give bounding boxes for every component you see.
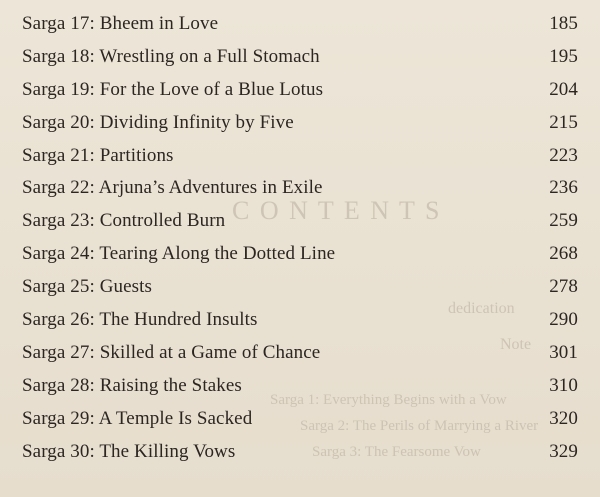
toc-entry-page-number: 195: [549, 45, 578, 67]
toc-entry-page-number: 185: [549, 13, 578, 34]
toc-entry[interactable]: [22, 205, 578, 238]
toc-entry-title: Sarga 25: Guests: [22, 276, 153, 298]
show-through-text: Sarga 3: The Fearsome Vow: [312, 444, 481, 460]
show-through-heading: C O N T E N T S: [232, 196, 442, 225]
show-through-text: Sarga 2: The Perils of Marrying a River: [300, 418, 539, 434]
toc-entry-page-number: 259: [549, 210, 578, 232]
toc-entry-title: Sarga 24: Tearing Along the Dotted Line: [22, 243, 336, 265]
toc-entry-page-number: 320: [549, 407, 578, 429]
toc-entry-page-number: 223: [549, 144, 578, 166]
toc-entry-page-number: 268: [549, 243, 578, 265]
toc-entry-title: Sarga 21: Partitions: [22, 144, 174, 166]
toc-entry-title: Sarga 30: The Killing Vows: [22, 440, 236, 462]
toc-entry[interactable]: [22, 172, 578, 205]
toc-entry-page-number: 301: [549, 341, 578, 363]
toc-entry-page-number: 329: [549, 440, 578, 462]
toc-entry[interactable]: [22, 337, 578, 370]
toc-entry[interactable]: [22, 304, 578, 337]
toc-entry[interactable]: [22, 436, 578, 469]
toc-entry-page-number: 290: [549, 309, 578, 331]
toc-entry-title: Sarga 17: Bheem in Love: [22, 13, 219, 34]
toc-entry-page-number: 204: [549, 78, 578, 100]
toc-entry[interactable]: [22, 140, 578, 173]
toc-entry[interactable]: [22, 8, 578, 41]
toc-entry[interactable]: [22, 41, 578, 74]
toc-entry-title: Sarga 26: The Hundred Insults: [22, 309, 258, 331]
toc-entry-title: Sarga 27: Skilled at a Game of Chance: [22, 341, 321, 363]
toc-entry-page-number: 310: [549, 374, 578, 396]
toc-entry[interactable]: [22, 107, 578, 140]
table-of-contents: [22, 8, 578, 468]
show-through-text: dedication: [448, 300, 515, 317]
toc-entry[interactable]: [22, 74, 578, 107]
toc-entry-title: Sarga 18: Wrestling on a Full Stomach: [22, 45, 320, 67]
toc-entry-page-number: 215: [549, 111, 578, 133]
toc-entry[interactable]: [22, 271, 578, 304]
toc-entry-title: Sarga 22: Arjuna’s Adventures in Exile: [22, 177, 323, 199]
toc-entry[interactable]: [22, 370, 578, 403]
toc-entry-title: Sarga 20: Dividing Infinity by Five: [22, 111, 294, 133]
toc-entry-title: Sarga 19: For the Love of a Blue Lotus: [22, 78, 324, 100]
toc-entry-title: Sarga 23: Controlled Burn: [22, 210, 226, 232]
show-through-text: Sarga 1: Everything Begins with a Vow: [270, 392, 507, 408]
toc-entry-page-number: 236: [549, 177, 578, 199]
show-through-text: Note: [500, 336, 532, 353]
toc-entry-page-number: 278: [549, 276, 578, 298]
toc-entry[interactable]: [22, 403, 578, 436]
toc-entry-title: Sarga 29: A Temple Is Sacked: [22, 407, 253, 429]
toc-entry-title: Sarga 28: Raising the Stakes: [22, 374, 242, 396]
toc-entry[interactable]: [22, 238, 578, 271]
